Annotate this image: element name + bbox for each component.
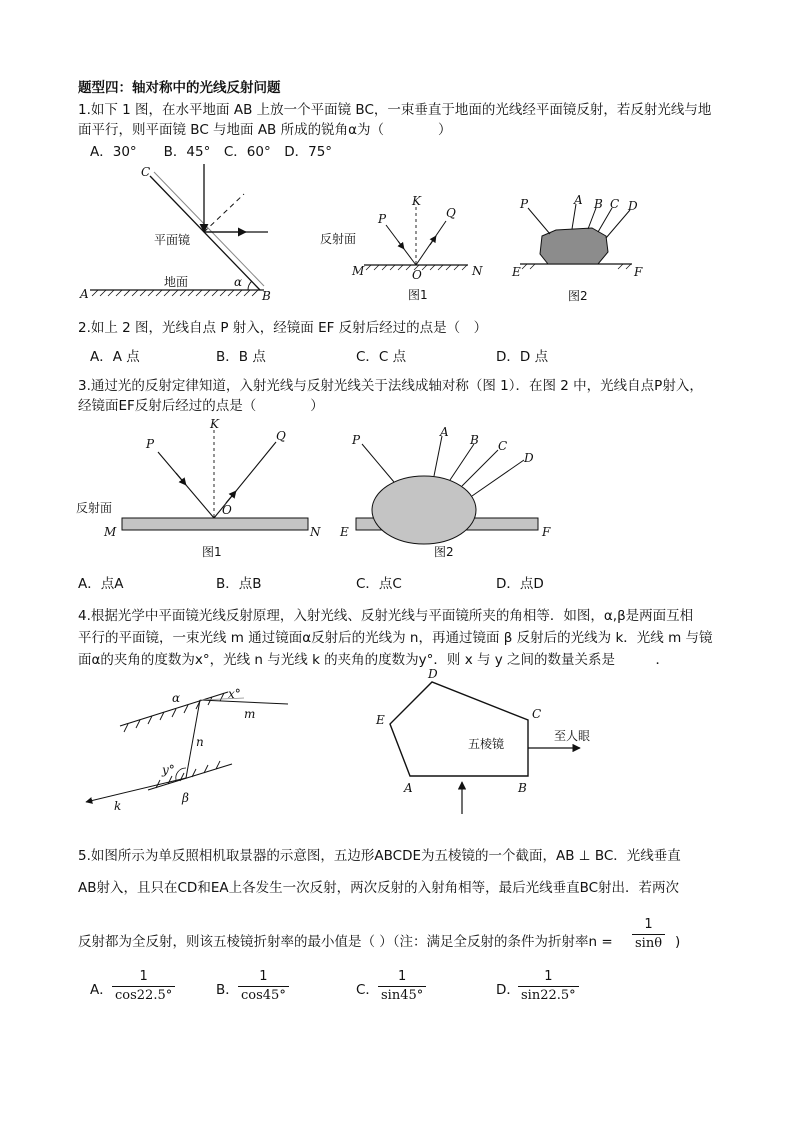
q3-fig2-label-f: F <box>542 525 551 539</box>
q2-fig2-label-f: F <box>634 265 643 279</box>
q5-text-line3: 反射都为全反射，则该五棱镜折射率的最小值是（ ）（注：满足全反射的条件为折射率n = <box>78 934 613 950</box>
q2-fig2-caption: 图2 <box>568 289 588 303</box>
q2-fig2-label-a: A <box>574 193 583 207</box>
q2-fig2-label-p: P <box>520 197 529 211</box>
q2-figure2 <box>508 192 648 304</box>
q5-option-b-fraction <box>238 968 289 1005</box>
q2-fig1-label-p: P <box>378 212 387 226</box>
q5-label-prism: 五棱镜 <box>468 737 505 751</box>
q5-label-c: C <box>532 707 542 721</box>
q3-fig2-label-e: E <box>340 525 349 539</box>
q3-fig2-label-p: P <box>352 433 361 447</box>
q5-option-d-num: 1 <box>518 968 579 987</box>
q2-fig1-label-surface: 反射面 <box>320 232 357 246</box>
q3-option-d: D．点D <box>496 576 544 592</box>
q3-option-b: B．点B <box>216 576 262 592</box>
q4-label-alpha: α <box>172 691 181 705</box>
q3-fig1-label-p: P <box>146 437 155 451</box>
q2-fig2-label-b: B <box>594 197 603 211</box>
q5-option-c-label: C． <box>356 982 379 998</box>
q4-figure <box>78 682 298 814</box>
q3-fig2-label-c: C <box>498 439 508 453</box>
q4-text-line1: 4.根据光学中平面镜光线反射原理，入射光线、反射光线与平面镜所夹的角相等．如图，α,β是两面互相 <box>78 608 694 624</box>
q4-label-x: x° <box>228 687 241 701</box>
q5-note-numerator: 1 <box>632 916 665 935</box>
q4-text-line3: 面α的夹角的度数为x°，光线 n 与光线 k 的夹角的度数为y°．则 x 与 y 之间的数量关系是 ． <box>78 652 670 668</box>
q2-option-d: D．D 点 <box>496 349 549 365</box>
q3-fig1-label-n: N <box>310 525 321 539</box>
q5-option-a-num: 1 <box>112 968 175 987</box>
q1-label-alpha: α <box>234 275 243 289</box>
q2-fig2-label-d: D <box>628 199 638 213</box>
q5-option-c-den: sin45° <box>381 988 424 1003</box>
q4-label-beta: β <box>182 791 189 805</box>
section-title: 题型四：轴对称中的光线反射问题 <box>78 80 281 96</box>
q5-option-b-label: B． <box>216 982 239 998</box>
q5-option-c-fraction <box>378 968 426 1005</box>
q3-fig2-label-d: D <box>524 451 534 465</box>
q5-label-b: B <box>518 781 527 795</box>
q4-label-m: m <box>244 707 256 721</box>
q2-option-a: A．A 点 <box>90 349 140 365</box>
q2-fig1-label-q: Q <box>446 206 456 220</box>
q5-text-line2: AB射入，且只在CD和EA上各发生一次反射，两次反射的入射角相等，最后光线垂直BC射出．若两次 <box>78 880 680 896</box>
q3-fig2-label-b: B <box>470 433 479 447</box>
q3-fig1-label-surface: 反射面 <box>76 501 113 515</box>
q3-fig1-label-o: O <box>222 503 232 517</box>
q2-fig2-label-c: C <box>610 197 620 211</box>
q5-label-a: A <box>404 781 413 795</box>
q5-figure <box>370 664 620 824</box>
q5-option-a-label: A． <box>90 982 113 998</box>
q5-option-d-fraction <box>518 968 579 1005</box>
q5-note-denominator: sinθ <box>635 936 663 951</box>
q3-fig1-label-m: M <box>104 525 117 539</box>
q2-fig1-label-m: M <box>352 264 365 278</box>
q2-fig1-label-k: K <box>412 194 421 208</box>
q3-option-c: C．点C <box>356 576 402 592</box>
q1-options: A．30° B．45° C．60° D．75° <box>90 144 333 160</box>
q5-note-fraction <box>632 916 665 953</box>
q5-option-b-num: 1 <box>238 968 289 987</box>
q5-option-d-label: D． <box>496 982 520 998</box>
q2-fig1-label-n: N <box>472 264 483 278</box>
q3-figure1 <box>76 416 326 566</box>
q5-label-e: E <box>376 713 385 727</box>
q4-label-k: k <box>114 799 122 813</box>
q2-text: 2.如上 2 图，光线自点 P 射入，经镜面 EF 反射后经过的点是（ ） <box>78 320 488 336</box>
q1-label-b: B <box>262 289 271 303</box>
q5-option-b-den: cos45° <box>241 988 286 1003</box>
q3-text-line1: 3.通过光的反射定律知道，入射光线与反射光线关于法线成轴对称（图 1）．在图 2 中，光线自点P射入， <box>78 378 703 394</box>
q3-fig1-label-k: K <box>210 417 219 431</box>
q4-label-n: n <box>196 735 204 749</box>
q1-text-line1: 1.如下 1 图，在水平地面 AB 上放一个平面镜 BC，一束垂直于地面的光线经平面镜反射，若反射光线与地 <box>78 102 712 118</box>
q1-text-line2: 面平行，则平面镜 BC 与地面 AB 所成的锐角α为（ ） <box>78 122 452 138</box>
q3-fig1-label-q: Q <box>276 429 286 443</box>
q5-label-d: D <box>428 667 438 681</box>
q5-label-eye: 至人眼 <box>554 729 591 743</box>
q1-label-c: C <box>141 165 151 179</box>
q2-option-c: C．C 点 <box>356 349 407 365</box>
q2-fig2-label-e: E <box>512 265 521 279</box>
q3-fig1-caption: 图1 <box>202 545 222 559</box>
q3-fig2-caption: 图2 <box>434 545 454 559</box>
q2-fig1-label-o: O <box>412 268 422 282</box>
q3-option-a: A．点A <box>78 576 124 592</box>
q1-label-a: A <box>80 287 89 301</box>
q3-fig2-label-a: A <box>440 425 449 439</box>
q5-note-end: ) <box>675 934 681 950</box>
q5-option-a-den: cos22.5° <box>115 988 173 1003</box>
q3-figure2 <box>338 424 568 566</box>
q2-fig1-caption: 图1 <box>408 288 428 302</box>
q5-option-d-den: sin22.5° <box>521 988 576 1003</box>
q1-label-ground: 地面 <box>164 275 189 289</box>
q1-label-mirror: 平面镜 <box>154 233 191 247</box>
q5-text-line1: 5.如图所示为单反照相机取景器的示意图，五边形ABCDE为五棱镜的一个截面，AB ⊥ BC．光线垂直 <box>78 848 681 864</box>
q2-figure1 <box>320 195 490 305</box>
q4-label-y: y° <box>162 763 175 777</box>
q2-option-b: B．B 点 <box>216 349 266 365</box>
q4-text-line2: 平行的平面镜，一束光线 m 通过镜面α反射后的光线为 n，再通过镜面 β 反射后的光线为 k．光线 m 与镜 <box>78 630 713 646</box>
q3-text-line2: 经镜面EF反射后经过的点是（ ） <box>78 398 324 414</box>
q1-figure <box>78 160 278 308</box>
q5-option-a-fraction <box>112 968 175 1005</box>
q5-option-c-num: 1 <box>378 968 426 987</box>
